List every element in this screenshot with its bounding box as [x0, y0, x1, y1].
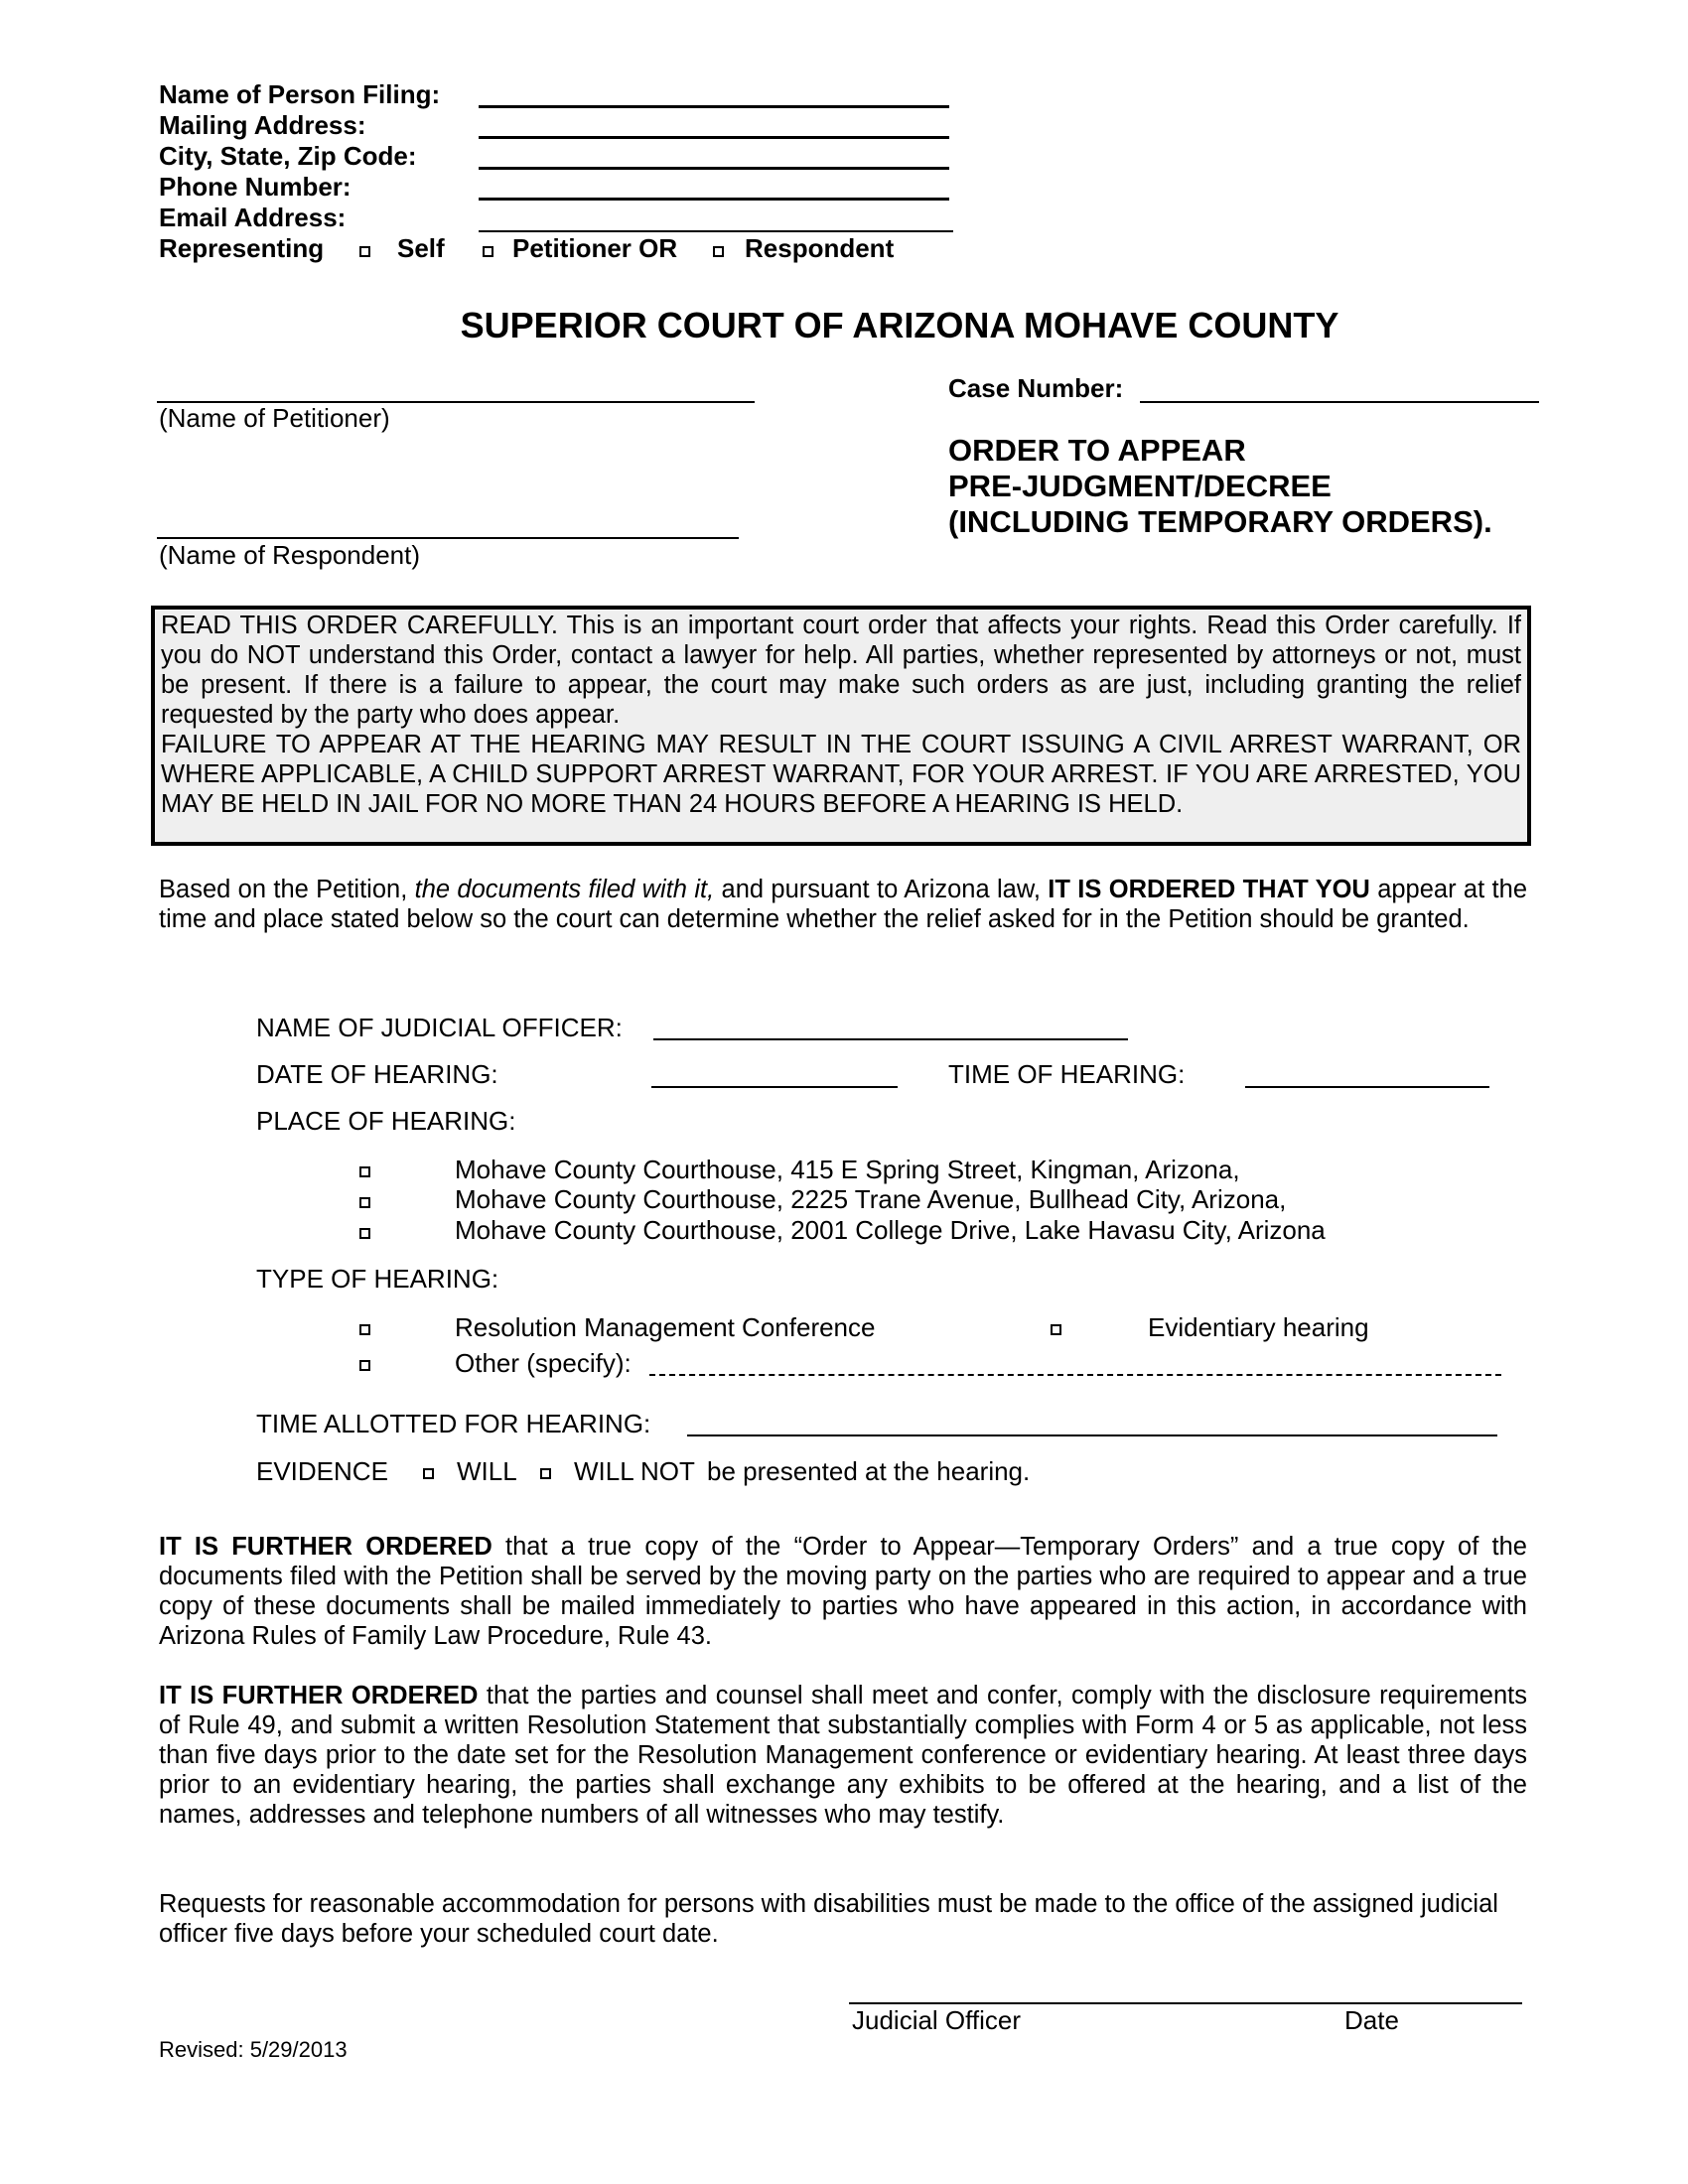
warning-box	[151, 606, 1531, 846]
filer-city-label: City, State, Zip Code:	[159, 141, 417, 171]
date-of-hearing-field[interactable]	[651, 1086, 898, 1088]
self-checkbox[interactable]	[359, 246, 370, 257]
intro-text-1: Based on the Petition,	[159, 876, 415, 903]
time-of-hearing-label: TIME OF HEARING:	[948, 1059, 1186, 1089]
further-ordered-1-text: that a true copy of the “Order to Appear—Temporary Orders” and a true copy of the documents filed with the Petition shall be served by the moving party on the parties who are required to appear and a true copy of these documents shall be mailed immediately to parties who have appeared in this action, in accordance with Arizona Rules of Family Law Procedure, Rule 43.	[159, 1533, 1527, 1650]
filer-address-field[interactable]	[479, 136, 949, 139]
type-evidentiary-checkbox[interactable]	[1051, 1324, 1061, 1335]
type-of-hearing-label: TYPE OF HEARING:	[256, 1264, 499, 1294]
filer-email-field[interactable]	[479, 230, 953, 232]
evidence-suffix: be presented at the hearing.	[707, 1456, 1031, 1486]
order-title-line1: ORDER TO APPEAR	[948, 433, 1246, 468]
type-evidentiary-label: Evidentiary hearing	[1148, 1312, 1369, 1342]
filer-email-label: Email Address:	[159, 203, 347, 232]
petitioner-option-label: Petitioner OR	[512, 233, 678, 263]
date-of-hearing-label: DATE OF HEARING:	[256, 1059, 498, 1089]
order-title-line3: (INCLUDING TEMPORARY ORDERS).	[948, 504, 1492, 539]
intro-italic: the documents filed with it,	[414, 876, 715, 903]
intro-paragraph	[159, 875, 1527, 934]
evidence-label: EVIDENCE	[256, 1456, 388, 1486]
place-bullhead-checkbox[interactable]	[359, 1197, 370, 1208]
further-ordered-paragraph-2	[159, 1681, 1527, 1830]
evidence-will-checkbox[interactable]	[423, 1468, 434, 1479]
petitioner-checkbox[interactable]	[483, 246, 493, 257]
evidence-will-label: WILL	[457, 1456, 517, 1486]
representing-label: Representing	[159, 233, 325, 263]
filer-phone-label: Phone Number:	[159, 172, 352, 202]
place-of-hearing-label: PLACE OF HEARING:	[256, 1106, 516, 1136]
intro-text-2: and pursuant to Arizona law,	[714, 876, 1049, 903]
place-bullhead-label: Mohave County Courthouse, 2225 Trane Avenue, Bullhead City, Arizona,	[455, 1184, 1287, 1214]
case-number-label: Case Number:	[948, 373, 1124, 403]
revised-date: Revised: 5/29/2013	[159, 2037, 348, 2062]
type-other-checkbox[interactable]	[359, 1360, 370, 1371]
warning-paragraph-1: READ THIS ORDER CAREFULLY. This is an important court order that affects your rights. Read this Order carefully. If you do NOT understand this Order, contact a lawyer for help. All parties, whether represented by attorneys or not, must be present. If there is a failure to appear, the court may make such orders as are just, including granting the relief requested by the party who does appear.	[161, 612, 1521, 729]
evidence-will-not-label: WILL NOT	[574, 1456, 695, 1486]
type-other-field[interactable]	[649, 1374, 1501, 1376]
intro-text-3: appear at the time and place stated below so the court can determine whether the relief asked for in the Petition should be granted.	[159, 876, 1527, 933]
respondent-checkbox[interactable]	[713, 246, 724, 257]
further-ordered-paragraph-1	[159, 1532, 1527, 1651]
time-allotted-label: TIME ALLOTTED FOR HEARING:	[256, 1409, 651, 1438]
filer-phone-field[interactable]	[479, 198, 949, 201]
respondent-caption: (Name of Respondent)	[159, 540, 421, 570]
case-number-field[interactable]	[1140, 401, 1539, 403]
filer-name-label: Name of Person Filing:	[159, 79, 441, 109]
judicial-officer-field[interactable]	[653, 1038, 1128, 1040]
type-rmc-label: Resolution Management Conference	[455, 1312, 876, 1342]
judicial-officer-signature-label: Judicial Officer	[852, 2005, 1022, 2035]
accommodation-paragraph: Requests for reasonable accommodation for persons with disabilities must be made to the office of the assigned judicial officer five days before your scheduled court date.	[159, 1890, 1498, 1948]
court-title: SUPERIOR COURT OF ARIZONA MOHAVE COUNTY	[460, 305, 1339, 345]
signature-line[interactable]	[849, 2002, 1522, 2004]
self-option-label: Self	[397, 233, 445, 263]
further-ordered-2-bold: IT IS FURTHER ORDERED	[159, 1682, 479, 1709]
filer-city-field[interactable]	[479, 167, 949, 170]
filer-name-field[interactable]	[479, 105, 949, 108]
further-ordered-2-text: that the parties and counsel shall meet and confer, comply with the disclosure requirements of Rule 49, and submit a written Resolution Statement that substantially complies with Form 4 or 5 as applicable, not less than five days prior to the date set for the Resolution Management conference or evidentiary hearing. At least three days prior to an evidentiary hearing, the parties shall exchange any exhibits to be offered at the hearing, and a list of the names, addresses and telephone numbers of all witnesses who may testify.	[159, 1682, 1527, 1829]
type-other-label: Other (specify):	[455, 1348, 632, 1378]
place-kingman-label: Mohave County Courthouse, 415 E Spring Street, Kingman, Arizona,	[455, 1155, 1240, 1184]
judicial-officer-label: NAME OF JUDICIAL OFFICER:	[256, 1013, 623, 1042]
petitioner-caption: (Name of Petitioner)	[159, 403, 390, 433]
place-havasu-label: Mohave County Courthouse, 2001 College Drive, Lake Havasu City, Arizona	[455, 1215, 1326, 1245]
warning-paragraph-2: FAILURE TO APPEAR AT THE HEARING MAY RESULT IN THE COURT ISSUING A CIVIL ARREST WARRANT, OR WHERE APPLICABLE, A CHILD SUPPORT ARREST WARRANT, FOR YOUR ARREST. IF YOU ARE ARRESTED, YOU MAY BE HELD IN JAIL FOR NO MORE THAN 24 HOURS BEFORE A HEARING IS HELD.	[161, 731, 1521, 818]
evidence-will-not-checkbox[interactable]	[540, 1468, 551, 1479]
respondent-name-field[interactable]	[157, 537, 739, 539]
respondent-option-label: Respondent	[745, 233, 895, 263]
place-kingman-checkbox[interactable]	[359, 1166, 370, 1177]
place-havasu-checkbox[interactable]	[359, 1228, 370, 1239]
type-rmc-checkbox[interactable]	[359, 1324, 370, 1335]
time-allotted-field[interactable]	[687, 1434, 1497, 1436]
time-of-hearing-field[interactable]	[1245, 1086, 1489, 1088]
further-ordered-1-bold: IT IS FURTHER ORDERED	[159, 1533, 492, 1561]
filer-address-label: Mailing Address:	[159, 110, 366, 140]
signature-date-label: Date	[1344, 2005, 1399, 2035]
intro-bold: IT IS ORDERED THAT YOU	[1048, 876, 1370, 903]
order-title-line2: PRE-JUDGMENT/DECREE	[948, 469, 1332, 503]
